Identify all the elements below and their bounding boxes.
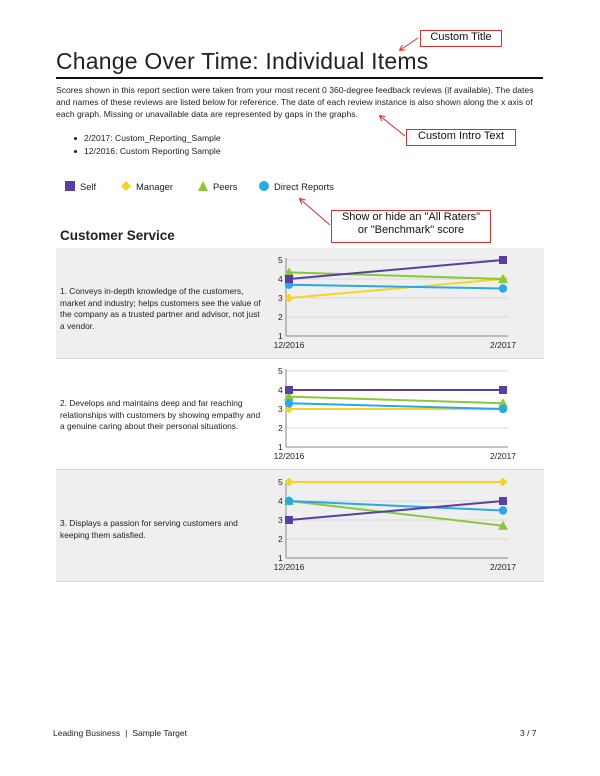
data-point-square [285, 516, 293, 524]
x-tick-label: 12/2016 [273, 451, 305, 461]
list-item: 2/2017: Custom_Reporting_Sample [70, 132, 221, 145]
y-tick-label: 4 [278, 385, 283, 395]
diamond-icon [120, 180, 132, 192]
callout-line: or "Benchmark" score [357, 224, 465, 236]
data-point-square [285, 275, 293, 283]
legend-label: Manager [136, 181, 174, 192]
y-tick-label: 4 [278, 274, 283, 284]
item-text: 3. Displays a passion for serving customers and keeping them satisfied. [60, 518, 238, 540]
x-tick-label: 2/2017 [490, 562, 516, 572]
arrow-icon [300, 199, 330, 225]
callout-custom-intro: Custom Intro Text [406, 129, 516, 146]
triangle-icon [197, 180, 209, 192]
footer-separator: | [125, 728, 128, 738]
data-point-circle [499, 405, 507, 413]
x-tick-label: 12/2016 [273, 562, 305, 572]
list-item: 12/2016: Custom Reporting Sample [70, 145, 221, 158]
y-tick-label: 5 [278, 477, 283, 487]
page-number: 3 / 7 [520, 728, 537, 738]
item-text: 2. Develops and maintains deep and far reaching relationships with customers by showing empathy and a genuine caring about their personal situations. [60, 398, 261, 431]
y-tick-label: 3 [278, 404, 283, 414]
data-point-square [499, 386, 507, 394]
y-tick-label: 2 [278, 312, 283, 322]
legend-label: Direct Reports [274, 181, 334, 192]
data-point-diamond [499, 478, 508, 487]
callout-line: Show or hide an "All Raters" [341, 211, 481, 223]
item-chart [56, 248, 544, 358]
review-list [70, 132, 221, 158]
item-chart [56, 470, 544, 581]
section-heading: Customer Service [60, 228, 175, 243]
item-row [56, 248, 544, 359]
x-tick-label: 2/2017 [490, 451, 516, 461]
data-point-square [285, 386, 293, 394]
data-point-circle [499, 506, 507, 514]
data-point-square [499, 256, 507, 264]
callout-custom-title: Custom Title [420, 30, 502, 47]
series-line [289, 501, 503, 511]
legend-label: Peers [213, 181, 238, 192]
footer-target: Sample Target [132, 728, 187, 738]
square-icon [64, 180, 76, 192]
item-chart [56, 359, 544, 469]
y-tick-label: 5 [278, 366, 283, 376]
y-tick-label: 3 [278, 515, 283, 525]
callout-show-hide [331, 210, 491, 243]
page-title: Change Over Time: Individual Items [56, 48, 429, 74]
y-tick-label: 1 [278, 331, 283, 341]
y-tick-label: 5 [278, 255, 283, 265]
footer-left [53, 728, 187, 738]
series-line [289, 397, 503, 404]
y-tick-label: 1 [278, 553, 283, 563]
y-tick-label: 4 [278, 496, 283, 506]
circle-icon [258, 180, 270, 192]
data-point-circle [285, 399, 293, 407]
x-tick-label: 12/2016 [273, 340, 305, 350]
y-tick-label: 2 [278, 423, 283, 433]
data-point-square [499, 497, 507, 505]
item-row [56, 470, 544, 582]
x-tick-label: 2/2017 [490, 340, 516, 350]
legend-label: Self [80, 181, 97, 192]
y-tick-label: 3 [278, 293, 283, 303]
title-divider [56, 77, 543, 79]
intro-text: Scores shown in this report section were taken from your most recent 0 360-degree feedback reviews (if available). The dates and names of these reviews are listed below for reference. The date of each review instance is also shown along the x axis of each graph. Missing or unavailable data are represented by gaps in the graphs. [56, 85, 534, 119]
data-point-circle [499, 284, 507, 292]
y-tick-label: 1 [278, 442, 283, 452]
item-row [56, 359, 544, 470]
data-point-circle [285, 497, 293, 505]
item-text: 1. Conveys in-depth knowledge of the customers, market and industry; helps customers see the value of the company as a trusted partner and advisor, not just a vendor. [60, 286, 261, 331]
y-tick-label: 2 [278, 534, 283, 544]
footer-org: Leading Business [53, 728, 121, 738]
